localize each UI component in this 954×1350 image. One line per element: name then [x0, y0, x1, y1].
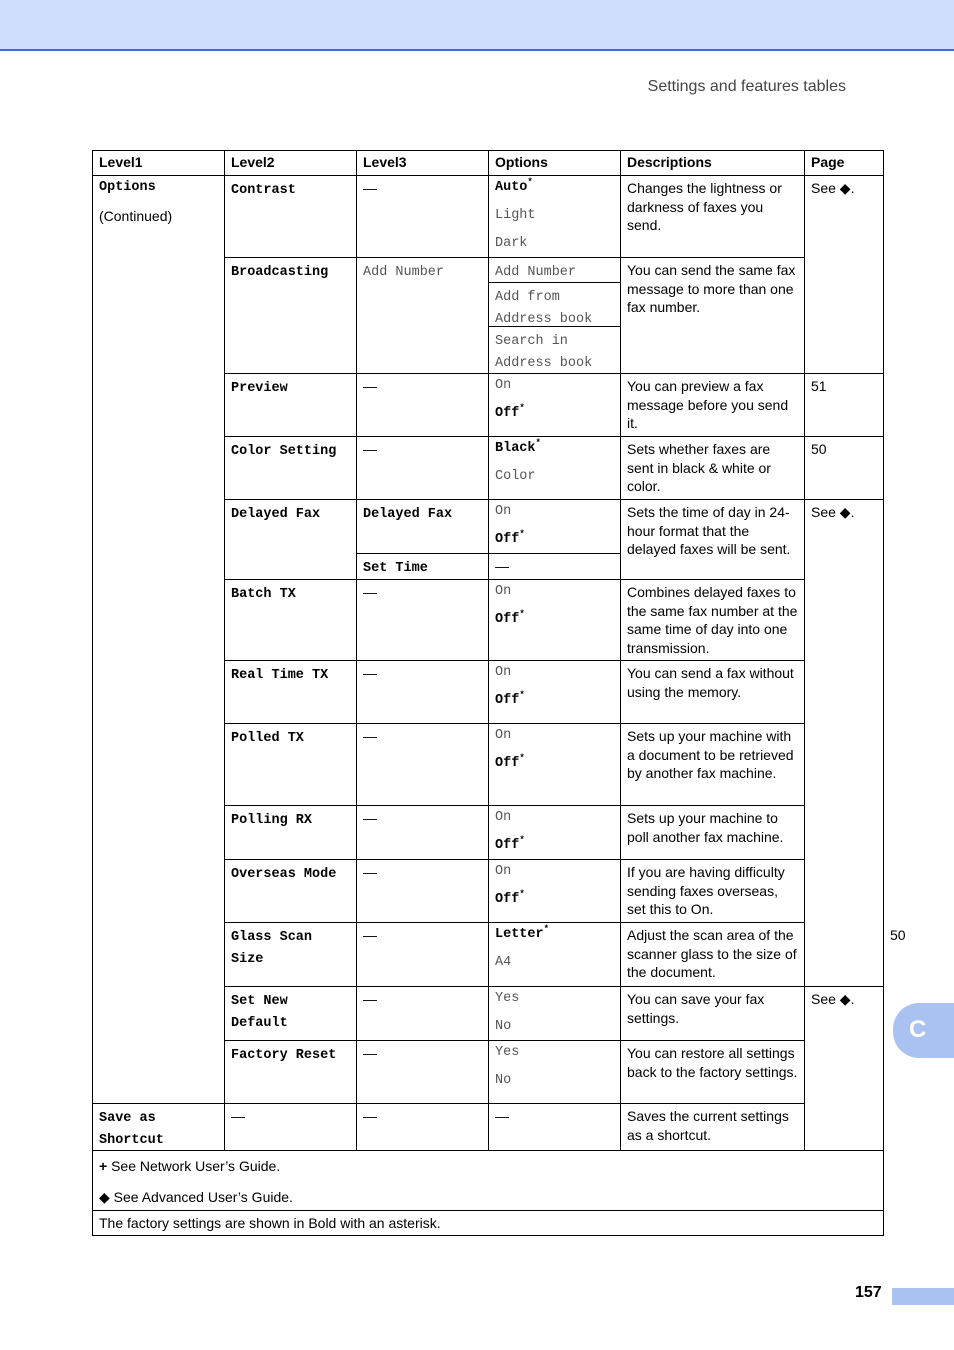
level2-polled-tx: Polled TX — [231, 731, 304, 746]
level2-overseas-mode: Overseas Mode — [231, 867, 337, 882]
option-yes: Yes — [495, 1045, 520, 1060]
level3-add-number: Add Number — [363, 265, 445, 280]
option-on: On — [495, 584, 512, 599]
plus-icon: + — [99, 1158, 108, 1174]
description: Sets up your machine with a document to be retrieved by another fax machine. — [627, 728, 794, 781]
note-factory: The factory settings are shown in Bold with an asterisk. — [99, 1215, 441, 1231]
dash: — — [495, 1108, 509, 1124]
dash: — — [363, 728, 377, 744]
description: You can save your fax settings. — [627, 991, 765, 1026]
page-number-bar — [892, 1288, 954, 1305]
page-number: 157 — [855, 1284, 882, 1301]
dash: — — [363, 810, 377, 826]
note-network: + See Network User’s Guide. — [99, 1158, 281, 1174]
description: Sets up your machine to poll another fax machine. — [627, 810, 784, 845]
option-on: On — [495, 504, 512, 519]
option-on: On — [495, 810, 512, 825]
dash: — — [363, 1108, 377, 1124]
option-black: Black* — [495, 438, 541, 456]
level1-cell — [93, 176, 225, 1104]
header-level1: Level1 — [93, 151, 225, 176]
option-yes: Yes — [495, 991, 520, 1006]
option-add-number: Add Number — [495, 265, 577, 280]
header-descriptions: Descriptions — [621, 151, 805, 176]
header-band — [0, 0, 954, 51]
level2-glass-scan-size: Glass Scan Size — [231, 930, 313, 967]
option-on: On — [495, 665, 512, 680]
description: Saves the current settings as a shortcut. — [627, 1108, 789, 1143]
option-light: Light — [495, 208, 536, 223]
page-ref: 50 — [890, 927, 906, 943]
option-a4: A4 — [495, 955, 512, 970]
table-header-row — [93, 151, 884, 176]
level2-delayed-fax: Delayed Fax — [231, 507, 321, 522]
dash: — — [363, 180, 377, 196]
level2-broadcasting: Broadcasting — [231, 265, 329, 280]
page-ref: 51 — [811, 378, 827, 394]
header-page: Page — [805, 151, 884, 176]
option-off: Off* — [495, 529, 525, 547]
level1-continued: (Continued) — [99, 208, 173, 224]
option-dark: Dark — [495, 236, 528, 251]
option-search-in-address-book: Search in Address book — [495, 334, 593, 371]
description: You can send a fax without using the memory. — [627, 665, 794, 700]
option-no: No — [495, 1073, 512, 1088]
level3-set-time: Set Time — [363, 561, 428, 576]
option-no: No — [495, 1019, 512, 1034]
page-ref: See ◆. — [811, 180, 855, 196]
notes-row — [93, 1151, 884, 1211]
dash: — — [363, 927, 377, 943]
dash: — — [363, 378, 377, 394]
option-on: On — [495, 378, 512, 393]
settings-table — [92, 150, 906, 1236]
option-auto: Auto* — [495, 177, 533, 195]
table-row — [93, 1104, 884, 1151]
description: Combines delayed faxes to the same fax number at the same time of day into one transmission. — [627, 584, 798, 656]
option-off: Off* — [495, 753, 525, 771]
description: Changes the lightness or darkness of faxes you send. — [627, 180, 782, 233]
option-on: On — [495, 728, 512, 743]
level2-real-time-tx: Real Time TX — [231, 668, 329, 683]
option-off: Off* — [495, 835, 525, 853]
diamond-icon: ◆ — [99, 1188, 110, 1205]
description: You can send the same fax message to more than one fax number. — [627, 262, 796, 315]
description: Adjust the scan area of the scanner glass to the size of the document. — [627, 927, 797, 980]
chapter-tab: C — [893, 1003, 954, 1058]
option-color: Color — [495, 469, 536, 484]
table-row — [93, 176, 884, 258]
option-off: Off* — [495, 690, 525, 708]
dash: — — [363, 584, 377, 600]
level2-batch-tx: Batch TX — [231, 587, 296, 602]
option-add-from-address-book: Add from Address book — [495, 290, 593, 327]
option-letter: Letter* — [495, 924, 550, 942]
description: Sets whether faxes are sent in black & white or color. — [627, 441, 771, 494]
page-ref: See ◆. — [811, 991, 855, 1007]
description: You can preview a fax message before you send it. — [627, 378, 789, 431]
level2-color-setting: Color Setting — [231, 444, 337, 459]
description: You can restore all settings back to the factory settings. — [627, 1045, 798, 1080]
notes-row — [93, 1211, 884, 1236]
level2-factory-reset: Factory Reset — [231, 1048, 337, 1063]
page-ref: 50 — [811, 441, 827, 457]
level2-contrast: Contrast — [231, 183, 296, 198]
description: If you are having difficulty sending faxes overseas, set this to On. — [627, 864, 785, 917]
option-off: Off* — [495, 889, 525, 907]
option-off: Off* — [495, 609, 525, 627]
dash: — — [363, 864, 377, 880]
dash: — — [495, 558, 509, 574]
dash: — — [363, 441, 377, 457]
header-options: Options — [489, 151, 621, 176]
dash: — — [363, 991, 377, 1007]
dash: — — [231, 1108, 245, 1124]
dash: — — [363, 665, 377, 681]
option-off: Off* — [495, 403, 525, 421]
level2-preview: Preview — [231, 381, 288, 396]
level2-set-new-default: Set New Default — [231, 994, 288, 1031]
level1-options: Options — [99, 180, 156, 195]
level3-delayed-fax: Delayed Fax — [363, 507, 453, 522]
note-advanced: ◆ See Advanced User’s Guide. — [99, 1188, 293, 1205]
page-ref: See ◆. — [811, 504, 855, 520]
dash: — — [363, 1045, 377, 1061]
description: Sets the time of day in 24-hour format that the delayed faxes will be sent. — [627, 504, 791, 557]
broadcasting-options — [489, 258, 621, 374]
level1-save-as-shortcut: Save as Shortcut — [99, 1111, 164, 1148]
header-level2: Level2 — [225, 151, 357, 176]
level2-polling-rx: Polling RX — [231, 813, 313, 828]
option-on: On — [495, 864, 512, 879]
header-level3: Level3 — [357, 151, 489, 176]
running-head: Settings and features tables — [647, 78, 846, 95]
